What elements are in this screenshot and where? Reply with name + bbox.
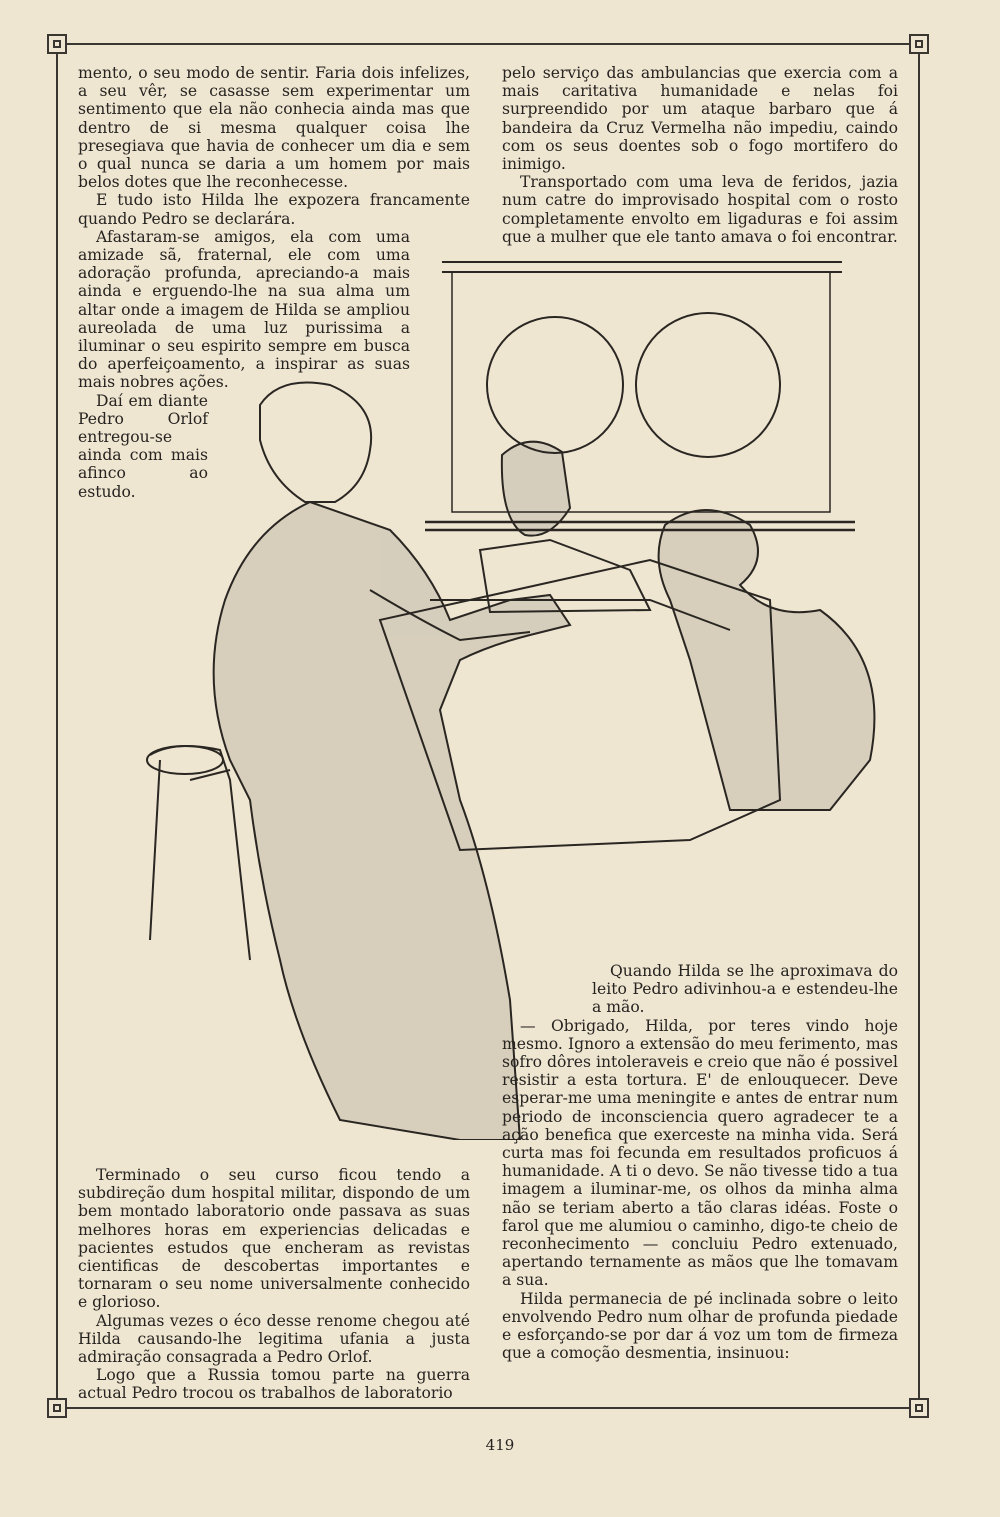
chair bbox=[150, 746, 250, 960]
paragraph: mento, o seu modo de sentir. Faria dois infelizes, a seu vêr, se casasse sem experimentar um sentimento que ela não conhecia ainda mas que dentro de si mesma qualquer coisa lhe presegiava que havia de conhecer um dia e sem o qual nunca se daria a um homem por mais belos dotes que lhe reconhecesse. bbox=[78, 64, 470, 192]
paragraph: E tudo isto Hilda lhe expozera francamente quando Pedro se declarára. bbox=[78, 191, 470, 228]
corner-ornament-bottom-left bbox=[47, 1398, 67, 1418]
right-column-bottom bbox=[502, 962, 898, 1362]
corner-ornament-top-left bbox=[47, 34, 67, 54]
corner-ornament-bottom-right bbox=[909, 1398, 929, 1418]
right-column-top bbox=[502, 64, 898, 246]
nurse-head bbox=[260, 383, 371, 503]
paragraph: Transportado com uma leva de feridos, jazia num catre do improvisado hospital com o rosto completamente envolto em ligaduras e foi assim que a mulher que ele tanto amava o foi encontrar. bbox=[502, 173, 898, 246]
paragraph: — Obrigado, Hilda, por teres vindo hoje mesmo. Ignoro a extensão do meu ferimento, mas sofro dôres intoleraveis e creio que não é possivel resistir a esta tortura. E' de enlouquecer. Deve esperar-me uma meningite e antes de entrar num periodo de inconsciencia quero agradecer te a ação benefica que exerceste na minha vida. Será curta mas foi fecunda em resultados proficuos á humanidade. A ti o devo. Se não tivesse tido a tua imagem a iluminar-me, os olhos da minha alma não se teriam aberto a tão claras idéas. Foste o farol que me alumiou o caminho, digo-te cheio de reconhecimento — concluiu Pedro extenuado, apertando ternamente as mãos que lhe tomavam a sua. bbox=[502, 1016, 899, 1290]
left-column-bottom bbox=[78, 1166, 470, 1403]
paragraph: Logo que a Russia tomou parte na guerra actual Pedro trocou os trabalhos de laboratorio bbox=[78, 1366, 470, 1403]
paragraph: Terminado o seu curso ficou tendo a subdireção dum hospital militar, dispondo de um bem montado laboratorio onde passava as suas melhores horas em experiencias delicadas e pacientes estudos que encheram as revistas cientificas de descobertas importantes e tornaram o seu nome universalmente conhecido e glorioso. bbox=[78, 1166, 470, 1312]
paragraph: Quando Hilda se lhe aproximava do leito Pedro adivinhou-a e estendeu-lhe a mão. bbox=[592, 962, 898, 1017]
paragraph: Algumas vezes o éco desse renome chegou até Hilda causando-lhe legitima ufania a justa admiração consagrada a Pedro Orlof. bbox=[78, 1311, 470, 1367]
chart-circle-right bbox=[636, 313, 780, 457]
right-border bbox=[918, 45, 920, 1407]
paragraph: Hilda permanecia de pé inclinada sobre o leito envolvendo Pedro num olhar de profunda piedade e esforçando-se por dar á voz um tom de firmeza que a comoção desmentia, insinuou: bbox=[502, 1289, 898, 1363]
wall-chart-rod bbox=[442, 262, 842, 272]
paragraph: Daí em diante Pedro Orlof entregou-se ainda com mais afinco ao estudo. bbox=[78, 391, 208, 501]
chart-circle-left bbox=[487, 317, 623, 453]
corner-ornament-top-right bbox=[909, 34, 929, 54]
left-border bbox=[56, 45, 58, 1407]
paragraph: Afastaram-se amigos, ela com uma amizade sã, fraternal, ele com uma adoração profunda, apreciando-a mais ainda e erguendo-lhe na sua alma um altar onde a imagem de Hilda se ampliou aureolada de uma luz purissima a iluminar o seu espirito sempre em busca do aperfeiçoamento, a inspirar as suas mais nobres ações. bbox=[78, 227, 410, 392]
top-border bbox=[58, 43, 920, 45]
paragraph: pelo serviço das ambulancias que exercia com a mais caritativa humanidade e nelas foi surpreendido por um ataque barbaro que á bandeira da Cruz Vermelha não impediu, caindo com os seus doentes sob o fogo mortifero do inimigo. bbox=[502, 64, 898, 174]
bottom-border-line bbox=[58, 1407, 920, 1409]
page-number: 419 bbox=[485, 1436, 515, 1454]
